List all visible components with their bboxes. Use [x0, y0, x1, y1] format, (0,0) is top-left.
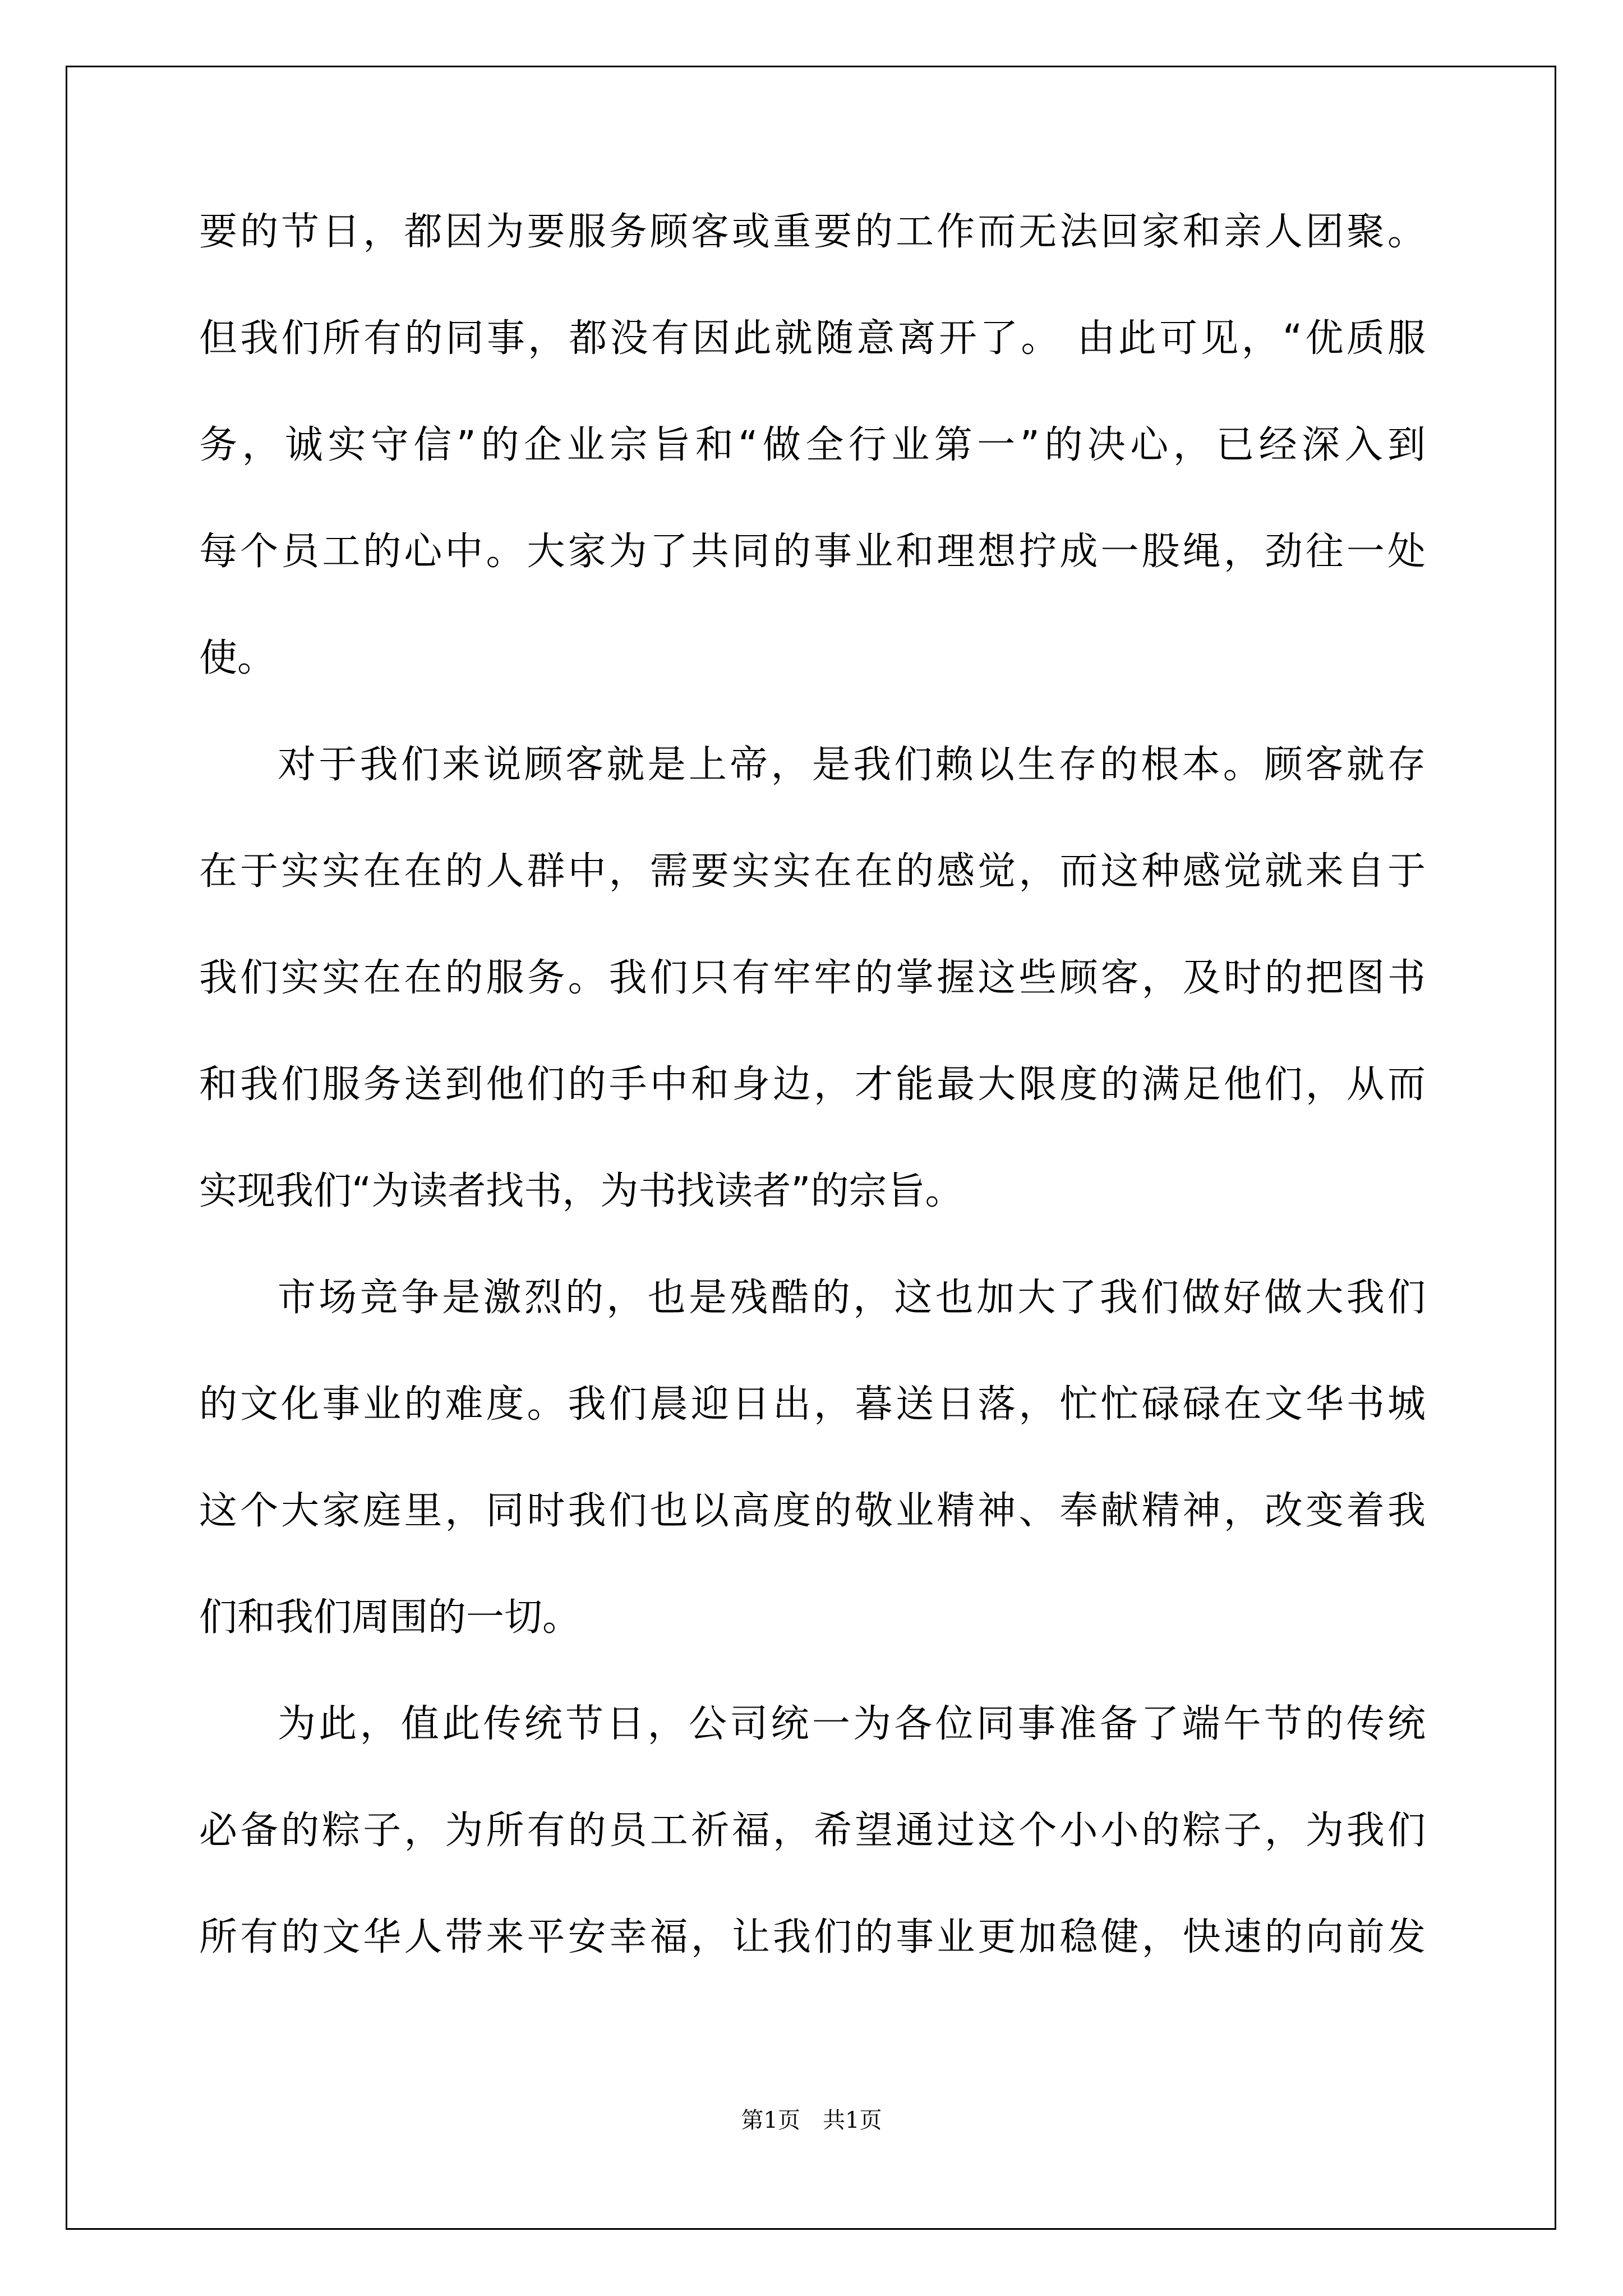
text-line: 和我们服务送到他们的手中和身边，才能最大限度的满足他们，从而 — [199, 1062, 1426, 1107]
text-line: 在于实实在在的人群中，需要实实在在的感觉，而这种感觉就来自于 — [199, 849, 1426, 894]
text-line: 为此，值此传统节日，公司统一为各位同事准备了端午节的传统 — [278, 1702, 1426, 1746]
text-line: 实现我们“为读者找书，为书找读者”的宗旨。 — [199, 1169, 963, 1213]
text-line: 务，诚实守信”的企业宗旨和“做全行业第一”的决心，已经深入到 — [199, 423, 1426, 467]
text-line: 所有的文华人带来平安幸福，让我们的事业更加稳健，快速的向前发 — [199, 1915, 1426, 1959]
text-line: 要的节日，都因为要服务顾客或重要的工作而无法回家和亲人团聚。 — [199, 210, 1426, 254]
text-line: 但我们所有的同事，都没有因此就随意离开了。 由此可见，“优质服 — [199, 316, 1426, 361]
page-total: 共1页 — [823, 2108, 882, 2133]
text-line: 这个大家庭里，同时我们也以高度的敬业精神、奉献精神，改变着我 — [199, 1489, 1426, 1533]
text-line: 市场竞争是激烈的，也是残酷的，这也加大了我们做好做大我们 — [278, 1276, 1426, 1320]
text-line: 使。 — [199, 636, 276, 680]
text-line: 对于我们来说顾客就是上帝，是我们赖以生存的根本。顾客就存 — [278, 743, 1426, 787]
text-line: 必备的粽子，为所有的员工祈福，希望通过这个小小的粽子，为我们 — [199, 1809, 1426, 1853]
text-line: 的文化事业的难度。我们晨迎日出，暮送日落，忙忙碌碌在文华书城 — [199, 1382, 1426, 1427]
document-body — [199, 205, 1426, 2017]
page-footer — [0, 2106, 1623, 2134]
text-line: 们和我们周围的一切。 — [199, 1595, 581, 1640]
text-line: 每个员工的心中。大家为了共同的事业和理想拧成一股绳，劲往一处 — [199, 530, 1426, 574]
page-number: 第1页 — [741, 2108, 800, 2133]
text-line: 我们实实在在的服务。我们只有牢牢的掌握这些顾客，及时的把图书 — [199, 956, 1426, 1000]
